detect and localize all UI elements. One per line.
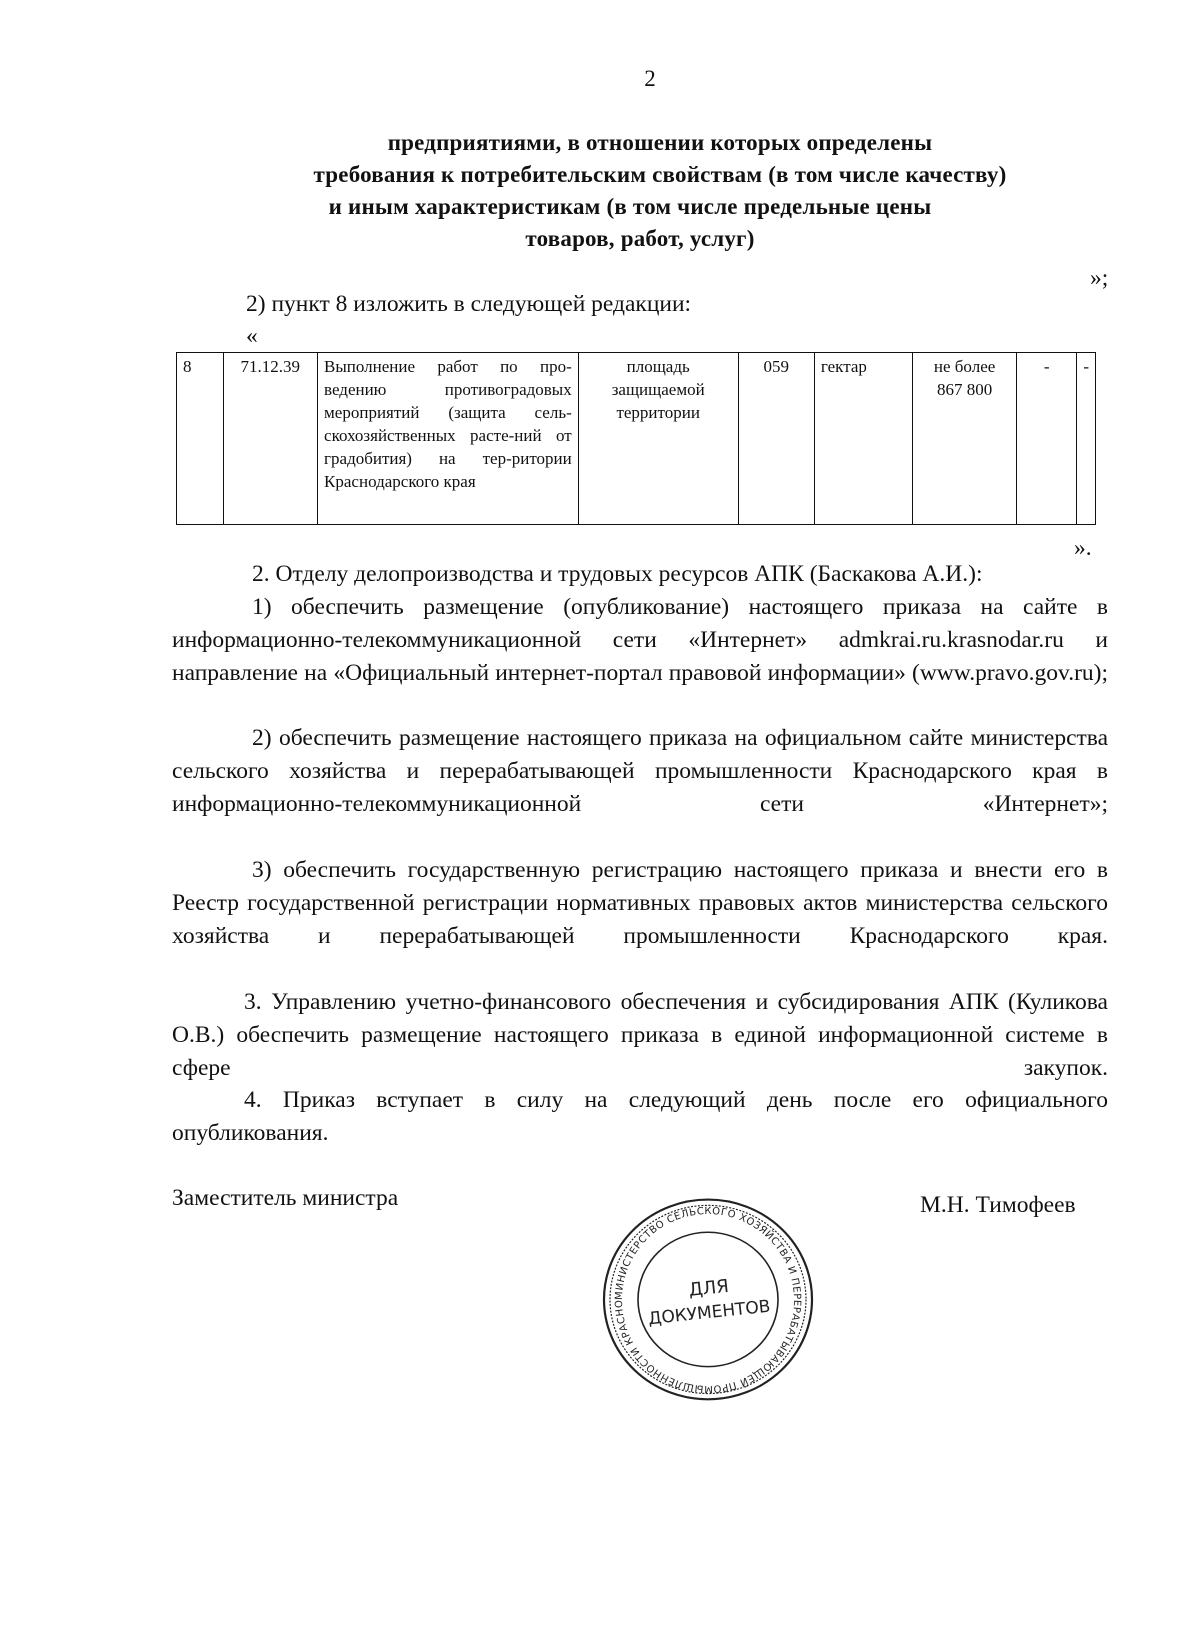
- stamp-ring-text: МИНИСТЕРСТВО СЕЛЬСКОГО ХОЗЯЙСТВА И ПЕРЕРАБАТЫВАЮЩЕЙ ПРОМЫШЛЕННОСТИ КРАСНО: [613, 1205, 803, 1395]
- stamp-center-text-1: ДЛЯ: [687, 1275, 730, 1301]
- signer-name: М.Н. Тимофеев: [920, 1192, 1076, 1218]
- table-row: [177, 353, 1096, 525]
- cell-code: 71.12.39: [223, 353, 318, 525]
- paragraph-2-3: 3) обеспечить государственную регистрацию настоящего приказа и внести его в Реестр государственной регистрации нормативных правовых актов министерства сельского хозяйства и перерабатывающей промышленности Краснодарского края.: [172, 857, 1108, 949]
- heading-line-2: требования к потребительским свойствам (в том числе качеству): [313, 162, 1007, 187]
- signer-title: Заместитель министра: [172, 1185, 399, 1211]
- cell-num: 8: [177, 353, 224, 525]
- cell-unit-name: гектар: [814, 353, 912, 525]
- official-stamp: [598, 1190, 818, 1410]
- closing-quote-2: ».: [1074, 535, 1092, 561]
- paragraph-2-2: 2) обеспечить размещение настоящего приказа на официальном сайте министерства сельского хозяйства и перерабатывающей промышленности Краснодарского края в информационно-телекоммуникационной сети «Интернет»;: [172, 725, 1108, 817]
- cell-col9: -: [1077, 353, 1096, 525]
- amendment-table: [176, 352, 1096, 525]
- cell-characteristic: площадь защищаемой территории: [578, 353, 738, 525]
- heading-line-3: и иным характеристикам (в том числе предельные цены: [328, 194, 932, 219]
- heading-line-1: предприятиями, в отношении которых определены: [387, 130, 933, 155]
- paragraph-2: 2. Отделу делопроизводства и трудовых ресурсов АПК (Баскакова А.И.):: [252, 561, 983, 587]
- cell-unit-code: 059: [738, 353, 814, 525]
- cell-description: Выполнение работ по про-ведению противоградовых мероприятий (защита сель-скохозяйственных расте-ний от градобития) на тер-ритории Краснодарского края: [318, 353, 579, 525]
- heading-line-4: товаров, работ, услуг): [525, 226, 755, 251]
- page-number: 2: [644, 66, 656, 91]
- paragraph-2-1: 1) обеспечить размещение (опубликование) настоящего приказа на сайте в информационно-телекоммуникационной сети «Интернет» admkrai.ru.krasnodar.ru и направление на «Официальный интернет-портал правовой информации» (www.pravo.gov.ru);: [172, 594, 1108, 686]
- cell-col8: -: [1017, 353, 1077, 525]
- cell-value: не более 867 800: [913, 353, 1017, 525]
- stamp-center-text-2: ДОКУМЕНТОВ: [647, 1296, 772, 1330]
- item-2-intro: 2) пункт 8 изложить в следующей редакции:: [246, 291, 692, 317]
- opening-quote: «: [246, 323, 258, 349]
- paragraph-3: 3. Управлению учетно-финансового обеспечения и субсидирования АПК (Куликова О.В.) обеспечить размещение настоящего приказа в единой информационной системе в сфере закупок.: [172, 989, 1108, 1081]
- paragraph-4: 4. Приказ вступает в силу на следующий день после его официального опубликования.: [172, 1087, 1108, 1146]
- closing-quote-1: »;: [1090, 265, 1109, 291]
